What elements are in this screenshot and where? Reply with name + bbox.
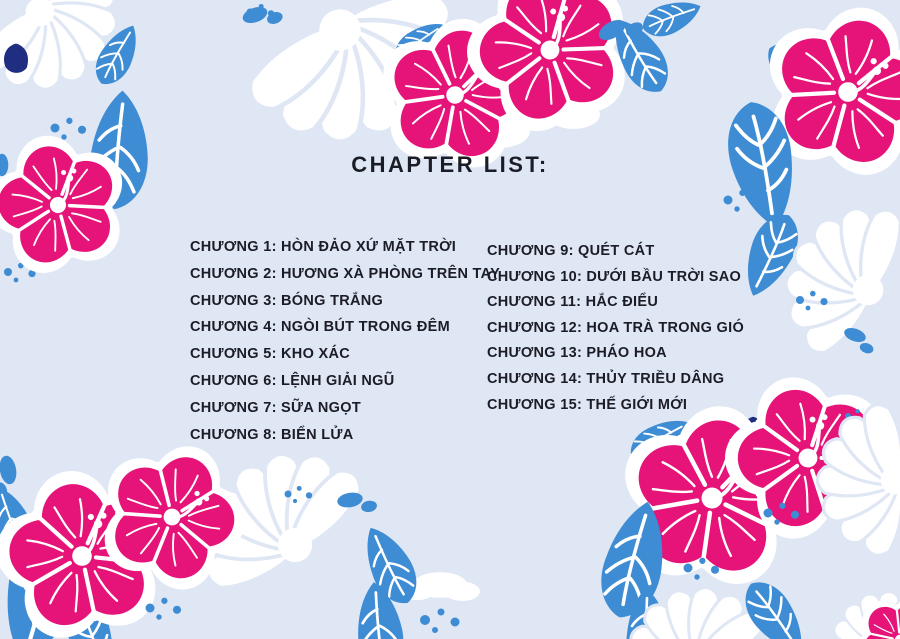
chapter-item: CHƯƠNG 9: QUÉT CÁT — [487, 243, 655, 259]
chapter-item: CHƯƠNG 13: PHÁO HOA — [487, 345, 667, 362]
chapter-item: CHƯƠNG 8: BIỂN LỬA — [190, 426, 354, 443]
chapter-list-left — [190, 234, 500, 448]
chapter-item: CHƯƠNG 2: HƯƠNG XÀ PHÒNG TRÊN TAY — [190, 265, 501, 282]
chapter-item: CHƯƠNG 12: HOA TRÀ TRONG GIÓ — [487, 319, 745, 336]
blue-dots — [420, 609, 460, 634]
chapter-item: CHƯƠNG 4: NGÒI BÚT TRONG ĐÊM — [190, 319, 450, 336]
chapter-item: CHƯƠNG 10: DƯỚI BẦU TRỜI SAO — [487, 268, 742, 285]
chapter-item: CHƯƠNG 3: BÓNG TRẮNG — [190, 292, 384, 309]
chapter-item: CHƯƠNG 1: HÒN ĐẢO XỨ MẶT TRỜI — [190, 239, 457, 255]
chapter-item: CHƯƠNG 14: THỦY TRIỀU DÂNG — [487, 370, 725, 387]
chapter-item: CHƯƠNG 5: KHO XÁC — [190, 346, 351, 363]
chapter-list-right — [487, 239, 744, 418]
chapter-item: CHƯƠNG 15: THẾ GIỚI MỚI — [487, 396, 688, 413]
page-title: CHAPTER LIST: — [351, 152, 549, 177]
blue-leaf-bits — [840, 325, 878, 355]
chapter-item: CHƯƠNG 11: HẮC ĐIỂU — [487, 294, 659, 311]
blue-dots — [51, 118, 87, 140]
chapter-item: CHƯƠNG 7: SỮA NGỌT — [190, 399, 361, 416]
chapter-item: CHƯƠNG 6: LỆNH GIẢI NGŨ — [190, 372, 395, 389]
